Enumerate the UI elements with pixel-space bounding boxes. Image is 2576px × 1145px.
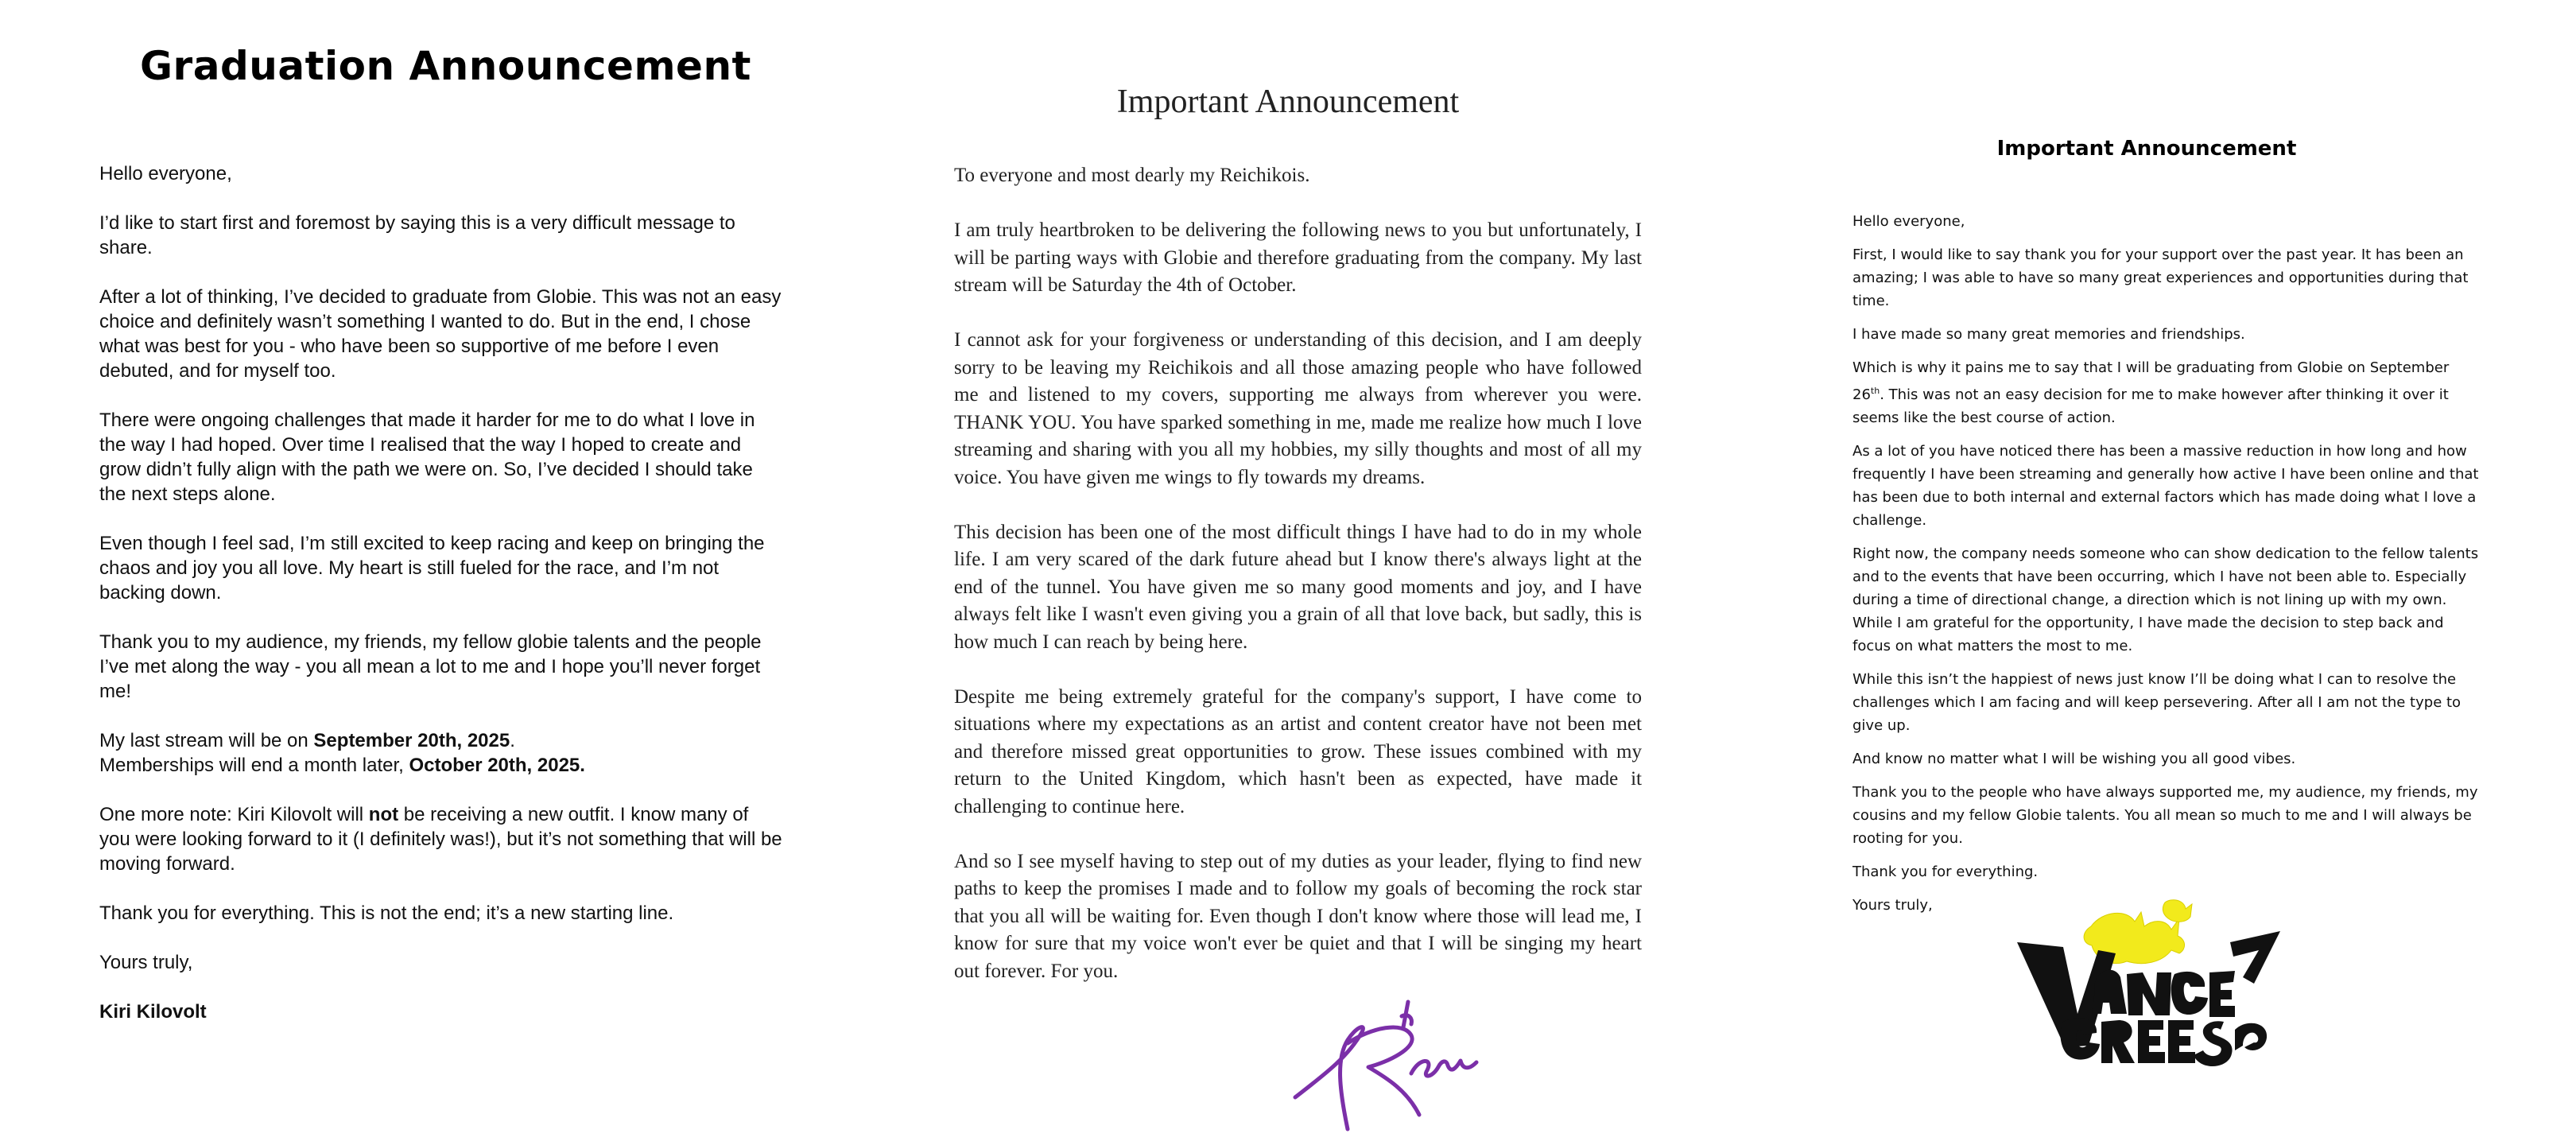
paragraph-8: Thank you to the people who have always supported me, my audience, my friends, my cousins and my fellow Globie talents. You all mean so much to me and I will always be rooting for you.: [1852, 784, 2478, 847]
graffiti-logo: [2015, 895, 2282, 1081]
page-title: Graduation Announcement: [140, 43, 751, 89]
greeting: Hello everyone,: [99, 163, 232, 184]
paragraph-1: I am truly heartbroken to be delivering the following news to you but unfortunately, I will be parting ways with Globie and therefore graduating from the company. My last stream will be Saturday the 4th of October.: [954, 219, 1642, 296]
paragraph-3: There were ongoing challenges that made it harder for me to do what I love in the way I had hoped. Over time I realised that the way I hoped to create and grow didn’t fully align with the path we were on. So, I’ve decided I should take the next steps alone.: [99, 409, 755, 505]
page-title: Important Announcement: [1116, 83, 1460, 120]
paragraph-5: And so I see myself having to step out of my duties as your leader, flying to find new paths to keep the promises I made and to follow my goals of becoming the rock star that you all will be waiting for. Even though I don't know where those will lead me, I know for sure that my voice won't ever be quiet and that I will be singing my heart out forever. For you.: [954, 850, 1642, 982]
last-stream-date: September 20th, 2025: [313, 730, 510, 751]
important-announcement-sans-panel: [1717, 0, 2576, 1145]
paragraph-3: This decision has been one of the most difficult things I have had to do in my whole life. I am very scared of the dark future ahead but I know there's always light at the end of the tunnel. You have given me so many good moments and joy, and I have always felt like I wasn't even giving you a grain of all that love back, but sadly, this is how much I can reach by being here.: [954, 521, 1642, 653]
greeting: Hello everyone,: [1852, 213, 1965, 230]
closing: Yours truly,: [99, 952, 193, 973]
paragraph-2: After a lot of thinking, I’ve decided to graduate from Globie. This was not an easy choice and definitely wasn’t something I wanted to do. But in the end, I chose what was best for you - who have been so supportive of me before I even debuted, and for myself too.: [99, 286, 782, 382]
signature-name: Kiri Kilovolt: [99, 1001, 207, 1023]
paragraph-9: Thank you for everything.: [1852, 864, 2039, 880]
last-stream-line: My last stream will be on September 20th, 2025.: [99, 730, 515, 751]
paragraph-1: First, I would like to say thank you for your support over the past year. It has been an amazing; I was able to have so many great experiences and opportunities during that time.: [1852, 246, 2469, 309]
closing: Yours truly,: [1852, 897, 1933, 914]
memberships-end-date: October 20th, 2025.: [409, 755, 585, 776]
paragraph-7: And know no matter what I will be wishing you all good vibes.: [1852, 751, 2296, 767]
paragraph-3: Which is why it pains me to say that I will be graduating from Globie on September 26th. This was not an easy decision for me to make however after thinking it over it seems like the best course of action.: [1852, 359, 2450, 426]
paragraph-5: Right now, the company needs someone who can show dedication to the fellow talents and to the events that have been occurring, which I have not been able to. Especially during a time of directional change, a direction which is not lining up with my own. While I am grateful for the opportunity, I have made the decision to step back and focus on what matters the most to me.: [1852, 545, 2479, 654]
paragraph-1: I’d like to start first and foremost by saying this is a very difficult message to share.: [99, 212, 735, 258]
paragraph-4: Even though I feel sad, I’m still excited to keep racing and keep on bringing the chaos and joy you all love. My heart is still fueled for the race, and I’m not backing down.: [99, 533, 765, 604]
outfit-note: One more note: Kiri Kilovolt will not be receiving a new outfit. I know many of you were looking forward to it (I definitely was!), but it’s not something that will be moving forward.: [99, 804, 782, 875]
important-announcement-serif-panel: [859, 0, 1717, 1145]
greeting: To everyone and most dearly my Reichikois.: [954, 165, 1310, 186]
memberships-line: Memberships will end a month later, October 20th, 2025.: [99, 755, 585, 776]
handwritten-signature: [1292, 996, 1483, 1135]
paragraph-2: I cannot ask for your forgiveness or understanding of this decision, and I am deeply sorry to be leaving my Reichikois and all those amazing people who have followed me and listened to my covers, supporting me always from wherever you were. THANK YOU. You have sparked something in me, made me realize how much I love streaming and sharing with you all my hobbies, my silly thoughts and most of all my voice. You have given me wings to fly towards my dreams.: [954, 329, 1642, 488]
paragraph-4: As a lot of you have noticed there has been a massive reduction in how long and how frequently I have been streaming and generally how active I have been online and that has been due to both internal and external factors which has made doing what I love a challenge.: [1852, 443, 2479, 529]
paragraph-4: Despite me being extremely grateful for the company's support, I have come to situations where my expectations as an artist and content creator have not been met and therefore missed great opportunities to grow. These issues combined with my return to the United Kingdom, which hasn't been as expected, have made it challenging to continue here.: [954, 685, 1642, 817]
letter-body: [1852, 210, 2481, 927]
letter-body: [99, 161, 783, 1049]
paragraph-2: I have made so many great memories and friendships.: [1852, 326, 2245, 343]
paragraph-5: Thank you to my audience, my friends, my fellow globie talents and the people I’ve met along the way - you all mean a lot to me and I hope you’ll never forget me!: [99, 631, 762, 702]
letter-body: [954, 162, 1642, 1013]
graduation-announcement-panel: [0, 0, 859, 1145]
paragraph-6: While this isn’t the happiest of news just know I’ll be doing what I can to resolve the challenges which I am facing and will keep persevering. After all I am not the type to give up.: [1852, 671, 2462, 734]
paragraph-6: Thank you for everything. This is not the end; it’s a new starting line.: [99, 902, 674, 924]
page-title: Important Announcement: [1996, 137, 2297, 161]
